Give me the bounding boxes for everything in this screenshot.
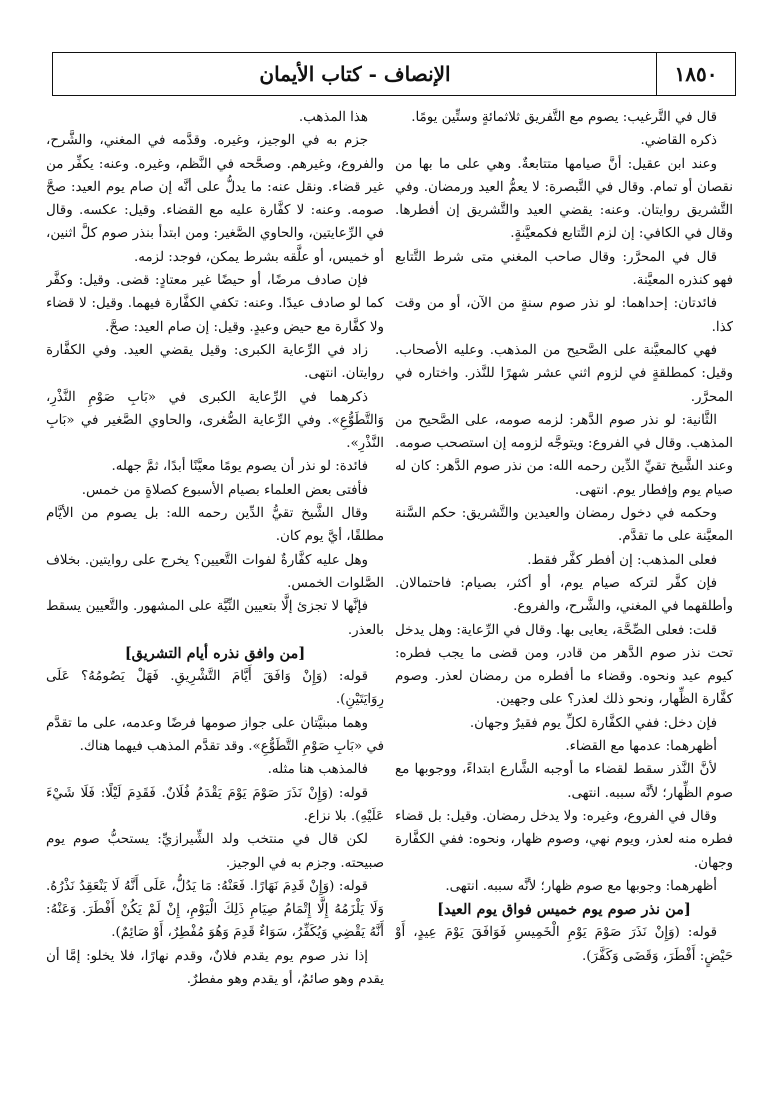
paragraph: ذكره القاضي. [640, 133, 717, 149]
paragraph: جزم به في الوجيز، وغيره. وقدَّمه في المغني، والشَّرح، والفروع، وغيرهم. وصحَّحه في النَّظم، وغيره. وعنه: يكفِّر من غير قضاء. ونقل عنه: ما يدلُّ على أنَّه إن صام يوم العيد: صحَّ صومه. وعنه: لا كفَّارة عليه مع القضاء. وقيل: عكسه. وقال في الرِّعايتين، والحاوي الصَّغير: ومن ابتدأ بنذر صوم كلَّ اثنين، أو خميس، أو علَّقه بشرط يمكن، فوجد: لزمه. [46, 133, 384, 265]
paragraph: قوله: (وَإِنْ قَدِمَ نَهَارًا. فَعَنْهُ: مَا يَدُلُّ، عَلَى أَنَّهُ لَا يَنْعَقِدُ نَذْرُهُ. وَلَا يَلْزَمُهُ إِلَّا إِتْمَامُ صِيَامِ ذَلِكَ الْيَوْمِ، إِنْ لَمْ يَكُنْ أَفْطَرَ. وَعَنْهُ: أَنَّهُ يَقْضِي وَيُكَفِّرُ، سَوَاءٌ قَدِمَ وَهُوَ مُفْطِرٌ، أَوْ صَائِمٌ). [46, 878, 384, 941]
left-column [46, 106, 384, 1096]
paragraph: أظهرهما: عدمها مع القضاء. [565, 739, 717, 755]
paragraph: هذا المذهب. [298, 110, 368, 125]
right-column [395, 106, 733, 1096]
page-number: ١٨٥٠ [656, 53, 735, 95]
paragraph: قوله: (وَإِنْ نَذَرَ صَوْمَ يَوْمَ يَقْدَمُ فُلَانٌ. فَقَدِمَ لَيْلًا: فَلَا شَيْءَ عَلَيْهِ). بلا نزاع. [46, 785, 384, 824]
paragraph: إذا نذر صوم يوم يقدم فلانٌ، وقدم نهارًا، فلا يخلو: إمَّا أن يقدم وهو صائمٌ، أو يقدم وهو مفطرٌ. [46, 948, 384, 987]
paragraph: وقال الشَّيخ تقيُّ الدِّين رحمه الله: بل يصوم من الأيَّام مطلقًا، أيَّ يوم كان. [46, 506, 384, 545]
paragraph: أظهرهما: وجوبها مع صوم ظهار؛ لأنَّه سببه. انتهى. [445, 878, 717, 894]
paragraph: فإن كفَّر لتركه صيام يوم، أو أكثر، بصيام: فاحتمالان. وأطلقهما في المغني، والشَّرح، والفروع. [395, 575, 733, 615]
page-header [52, 52, 736, 96]
section-heading: [من نذر صوم يوم خميس فواق يوم العيد] [437, 901, 691, 919]
paragraph: زاد في الرِّعاية الكبرى: وقيل يقضي العيد. وفي الكفَّارة روايتان. انتهى. [46, 342, 384, 382]
paragraph: قوله: (وَإِنْ نَذَرَ صَوْمَ يَوْمِ الْخَمِيسِ فَوَافَقَ يَوْمَ عِيدٍ، أَوْ حَيْضٍ: أَفْطَرَ، وَقَضَى وَكَفَّرَ). [395, 925, 733, 964]
paragraph: ذكرهما في الرِّعاية الكبرى في «بَابِ صَوْمِ النَّذْرِ، وَالتَّطَوُّعِ». وفي الرِّعاية الصُّغرى، والحاوي الصَّغير في «بَابِ النَّذْرِ». [46, 389, 384, 452]
paragraph: قلت: فعلى الصِّحَّة، يعايى بها. وقال في الرِّعاية: وهل يدخل تحت نذر صوم الدَّهر من قادر، ومن قضى ما يجب فطره: كيوم عيد ونحوه. وقضاء ما أفطره من رمضان لعذر. وصوم كفَّارة الظِّهار، ونحو ذلك لعذر؟ على وجهين. [395, 622, 733, 708]
paragraph: فعلى المذهب: إن أفطر كفَّر فقط. [527, 552, 717, 568]
paragraph: وهل عليه كفَّارةٌ لفوات التَّعيين؟ يخرج على روايتين. بخلاف الصَّلوات الخمس. [46, 552, 384, 591]
section-heading: [من وافق نذره أيام التشريق] [124, 644, 306, 662]
paragraph: فالمذهب هنا مثله. [267, 762, 368, 778]
paragraph: فائدتان: إحداهما: لو نذر صوم سنةٍ من الآن، أو من وقت كذا. [395, 296, 733, 335]
paragraph: فإنَّها لا تجزئ إلَّا بتعيين النِّيَّة على المشهور. والتَّعيين يسقط بالعذر. [46, 599, 384, 638]
paragraph: قال في التَّرغيب: يصوم مع التَّفريق ثلاثمائةٍ وستِّين يومًا. [411, 110, 717, 125]
paragraph: فإن دخل: ففي الكفَّارة لكلِّ يوم فقيرٌ وجهان. [469, 715, 717, 731]
paragraph: فهي كالمعيَّنة على الصَّحيح من المذهب. وعليه الأصحاب. وقيل: كمطلقةٍ في لزوم اثني عشر شهرًا للنَّذر. واختاره في المحرَّر. [395, 342, 733, 405]
paragraph: وعند ابن عقيل: أنَّ صيامها متتابعةٌ. وهي على ما بها من نقصان أو تمام. وقال في التَّبصرة: لا يعمُّ العيد ورمضان. وفي التَّشريق روايتان. وعنه: يقضي العيد والتَّشريق إن أفطرها. وقال في الكافي: إن لزم التَّتابع فكمعيَّنةٍ. [395, 156, 733, 242]
paragraph: الثَّانية: لو نذر صوم الدَّهر: لزمه صومه، على الصَّحيح من المذهب. وقال في الفروع: ويتوجَّه لزومه إن استصحب صومه. وعند الشَّيخ تقيِّ الدِّين رحمه الله: من نذر صوم الدَّهر: كان له صيام يوم وإفطار يوم. انتهى. [395, 412, 733, 498]
paragraph: وقال في الفروع، وغيره: ولا يدخل رمضان. وقيل: بل قضاء فطره منه لعذر، ويوم نهي، وصوم ظهار، ونحوه: ففي الكفَّارة وجهان. [395, 808, 733, 871]
paragraph: لأنَّ النَّذر سقط لقضاء ما أوجبه الشَّارع ابتداءً، ووجوبها مع صوم الظِّهار؛ لأنَّه سببه. انتهى. [395, 762, 733, 801]
paragraph: لكن قال في منتخب ولد الشِّيرازيِّ: يستحبُّ صوم يوم صبيحته. وجزم به في الوجيز. [46, 832, 384, 871]
paragraph: وحكمه في دخول رمضان والعيدين والتَّشريق: حكم السَّنة المعيَّنة على ما تقدَّم. [395, 506, 733, 545]
paragraph: قال في المحرَّر: وقال صاحب المغني متى شرط التَّتابع فهو كنذره المعيَّنة. [395, 249, 733, 289]
paragraph: وهما مبنيَّتان على جواز صومها فرضًا وعدمه، على ما تقدَّم في «بَابِ صَوْمِ التَّطَوُّعِ». وقد تقدَّم المذهب فيهما هناك. [46, 715, 384, 755]
paragraph: فإن صادف مرضًا، أو حيضًا غير معتادٍ: قضى. وقيل: وكفَّر كما لو صادف عيدًا. وعنه: تكفي الكفَّارة فيهما. وقيل: لا قضاء ولا كفَّارة مع حيض وعيدٍ. وقيل: إن صام العيد: صحَّ. [46, 273, 384, 335]
paragraph: فأفتى بعض العلماء بصيام الأسبوع كصلاةٍ من خمس. [81, 482, 368, 498]
paragraph: قوله: (وَإِنْ وَافَقَ أَيَّامَ التَّشْرِيقِ. فَهَلْ يَصُومُهُ؟ عَلَى رِوَايَتَيْنِ). [46, 669, 384, 708]
running-title: الإنصاف - كتاب الأيمان [259, 62, 451, 86]
paragraph: فائدة: لو نذر أن يصوم يومًا معيَّنًا أبدًا، ثمَّ جهله. [111, 459, 368, 475]
